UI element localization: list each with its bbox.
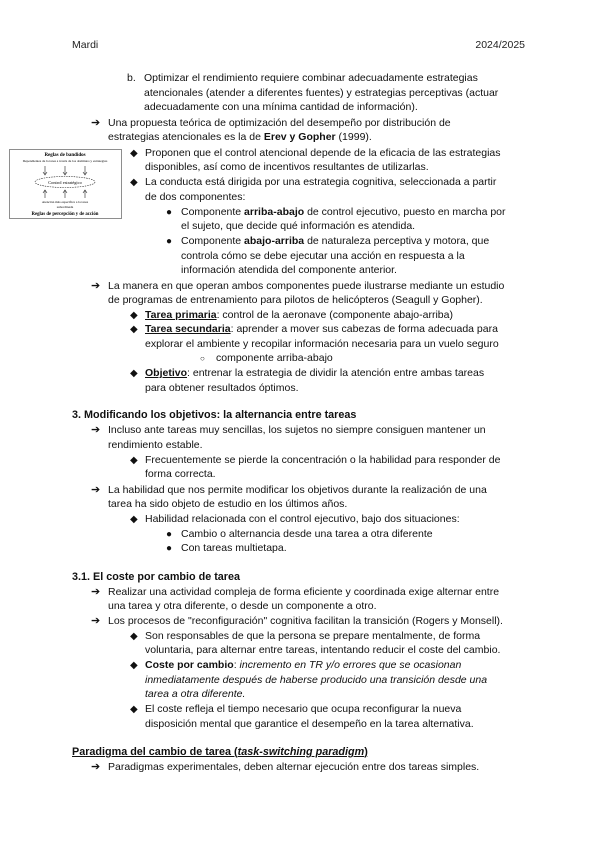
text-line: disposición mental que garantice el desempeño en la tarea alternativa. <box>145 718 474 730</box>
text-line: adecuadamente con una mínima cantidad de información). <box>144 101 418 113</box>
arrow-bullet-icon: ➔ <box>91 280 101 292</box>
text-line: Coste por cambio: incremento en TR y/o errores que se ocasionan <box>145 659 462 671</box>
arrow-bullet-icon: ➔ <box>91 586 101 598</box>
section-heading: 3. Modificando los objetivos: la alternancia entre tareas <box>72 409 357 421</box>
text-line: de dos componentes: <box>145 191 246 203</box>
text-line: Son responsables de que la persona se prepare mentalmente, de forma <box>145 630 481 642</box>
text-line: Incluso ante tareas muy sencillas, los sujetos no siempre consiguen mantener un <box>108 424 486 436</box>
text-line: tarea a otra diferente. <box>145 688 246 700</box>
diamond-bullet-icon: ◆ <box>130 177 138 188</box>
dot-bullet-icon: ● <box>166 543 173 554</box>
text-line: forma correcta. <box>145 468 216 480</box>
header-year: 2024/2025 <box>475 39 525 51</box>
diamond-bullet-icon: ◆ <box>130 704 138 715</box>
text-line: Proponen que el control atencional depende de la eficacia de las estrategias <box>145 147 501 159</box>
text-line: Tarea primaria: control de la aeronave (componente abajo-arriba) <box>145 309 453 321</box>
section-heading: Paradigma del cambio de tarea (task-switching paradigm) <box>72 746 368 758</box>
text-line: el sujeto, que decide qué información es atendida. <box>181 220 416 232</box>
text-line: voluntaria, para alternar entre tareas, intentando reducir el coste del cambio. <box>145 644 501 656</box>
text-line: Objetivo: entrenar la estrategia de dividir la atención entre ambas tareas <box>145 367 485 379</box>
text-line: inmediatamente después de haberse producido una transición desde una <box>145 674 488 686</box>
arrow-bullet-icon: ➔ <box>91 117 101 129</box>
text-line: componente arriba-abajo <box>216 352 333 364</box>
diagram-bottom-title: Reglas de percepción y de acción <box>31 212 99 217</box>
diagram-bottom-sub: Atención más específica a la tarea <box>41 200 89 204</box>
text-line: La conducta está dirigida por una estrategia cognitiva, seleccionada a partir <box>145 176 497 188</box>
text-line: Optimizar el rendimiento requiere combinar adecuadamente estrategias <box>144 72 478 84</box>
list-marker-b: b. <box>127 72 136 84</box>
diamond-bullet-icon: ◆ <box>130 324 138 335</box>
text-line: La manera en que operan ambos componentes puede ilustrarse mediante un estudio <box>108 280 505 292</box>
text-line: para obtener resultados óptimos. <box>145 382 299 394</box>
text-line: tarea ha sido objeto de estudio en los últimos años. <box>108 498 348 510</box>
diamond-bullet-icon: ◆ <box>130 148 138 159</box>
text-line: estrategias atencionales es la de Erev y Gopher (1999). <box>108 131 372 143</box>
text-line: Componente abajo-arriba de naturaleza perceptiva y motora, que <box>181 235 490 247</box>
text-line: Cambio o alternancia desde una tarea a otra diferente <box>181 528 433 540</box>
text-line: Paradigmas experimentales, deben alternar ejecución entre dos tareas simples. <box>108 761 480 773</box>
diamond-bullet-icon: ◆ <box>130 455 138 466</box>
text-line: Una propuesta teórica de optimización del desempeño por distribución de <box>108 117 451 129</box>
dot-bullet-icon: ● <box>166 207 173 218</box>
diamond-bullet-icon: ◆ <box>130 310 138 321</box>
text-line: La habilidad que nos permite modificar los objetivos durante la realización de una <box>108 484 487 496</box>
text-line: Componente arriba-abajo de control ejecutivo, puesto en marcha por <box>181 206 506 218</box>
arrow-bullet-icon: ➔ <box>91 484 101 496</box>
text-line: Tarea secundaria: aprender a mover sus cabezas de forma adecuada para <box>145 323 498 335</box>
text-line: Con tareas multietapa. <box>181 542 287 554</box>
text-line: atencionales (atender a diferentes fuentes) y estrategias perceptivas (actuar <box>144 87 499 99</box>
text-line: Habilidad relacionada con el control ejecutivo, bajo dos situaciones: <box>145 513 460 525</box>
section-heading: 3.1. El coste por cambio de tarea <box>72 571 241 583</box>
text-line: de programas de entrenamiento para pilotos de helicópteros (Seagull y Gopher). <box>108 294 483 306</box>
dot-bullet-icon: ● <box>166 529 173 540</box>
circle-bullet-icon: ○ <box>200 354 205 363</box>
diagram-bottom-sub2: subordinada <box>56 205 74 209</box>
dot-bullet-icon: ● <box>166 236 173 247</box>
text-line: una tarea y otra diferente, o desde un componente a otro. <box>108 600 377 612</box>
text-line: disponibles, así como de incentivos resultantes de utilizarlas. <box>145 161 429 173</box>
diamond-bullet-icon: ◆ <box>130 514 138 525</box>
text-line: Los procesos de "reconfiguración" cognitiva facilitan la transición (Rogers y Monsell). <box>108 615 503 627</box>
diamond-bullet-icon: ◆ <box>130 631 138 642</box>
text-line: rendimiento estable. <box>108 439 203 451</box>
diagram-center-box: Control estratégico <box>48 180 82 185</box>
text-line: El coste refleja el tiempo necesario que ocupa reconfigurar la nueva <box>145 703 462 715</box>
text-line: Realizar una actividad compleja de forma eficiente y coordinada exige alternar entre <box>108 586 500 598</box>
diamond-bullet-icon: ◆ <box>130 368 138 379</box>
text-line: información atendida del componente anterior. <box>181 264 397 276</box>
arrow-bullet-icon: ➔ <box>91 424 101 436</box>
diagram-top-title: Reglas de bandidos <box>44 153 86 158</box>
arrow-bullet-icon: ➔ <box>91 615 101 627</box>
header-author: Mardi <box>72 39 99 51</box>
erev-gopher-diagram <box>9 149 122 219</box>
arrow-bullet-icon: ➔ <box>91 761 101 773</box>
text-line: explorar el ambiente y recopilar información necesaria para un vuelo seguro <box>145 338 499 350</box>
diagram-top-sub: Dependientes de la tarea a través de los dominios y estrategias <box>22 159 108 163</box>
text-line: controla cómo se debe ejecutar una acción en respuesta a la <box>181 250 465 262</box>
text-line: Frecuentemente se pierde la concentración o la habilidad para responder de <box>145 454 501 466</box>
diamond-bullet-icon: ◆ <box>130 660 138 671</box>
